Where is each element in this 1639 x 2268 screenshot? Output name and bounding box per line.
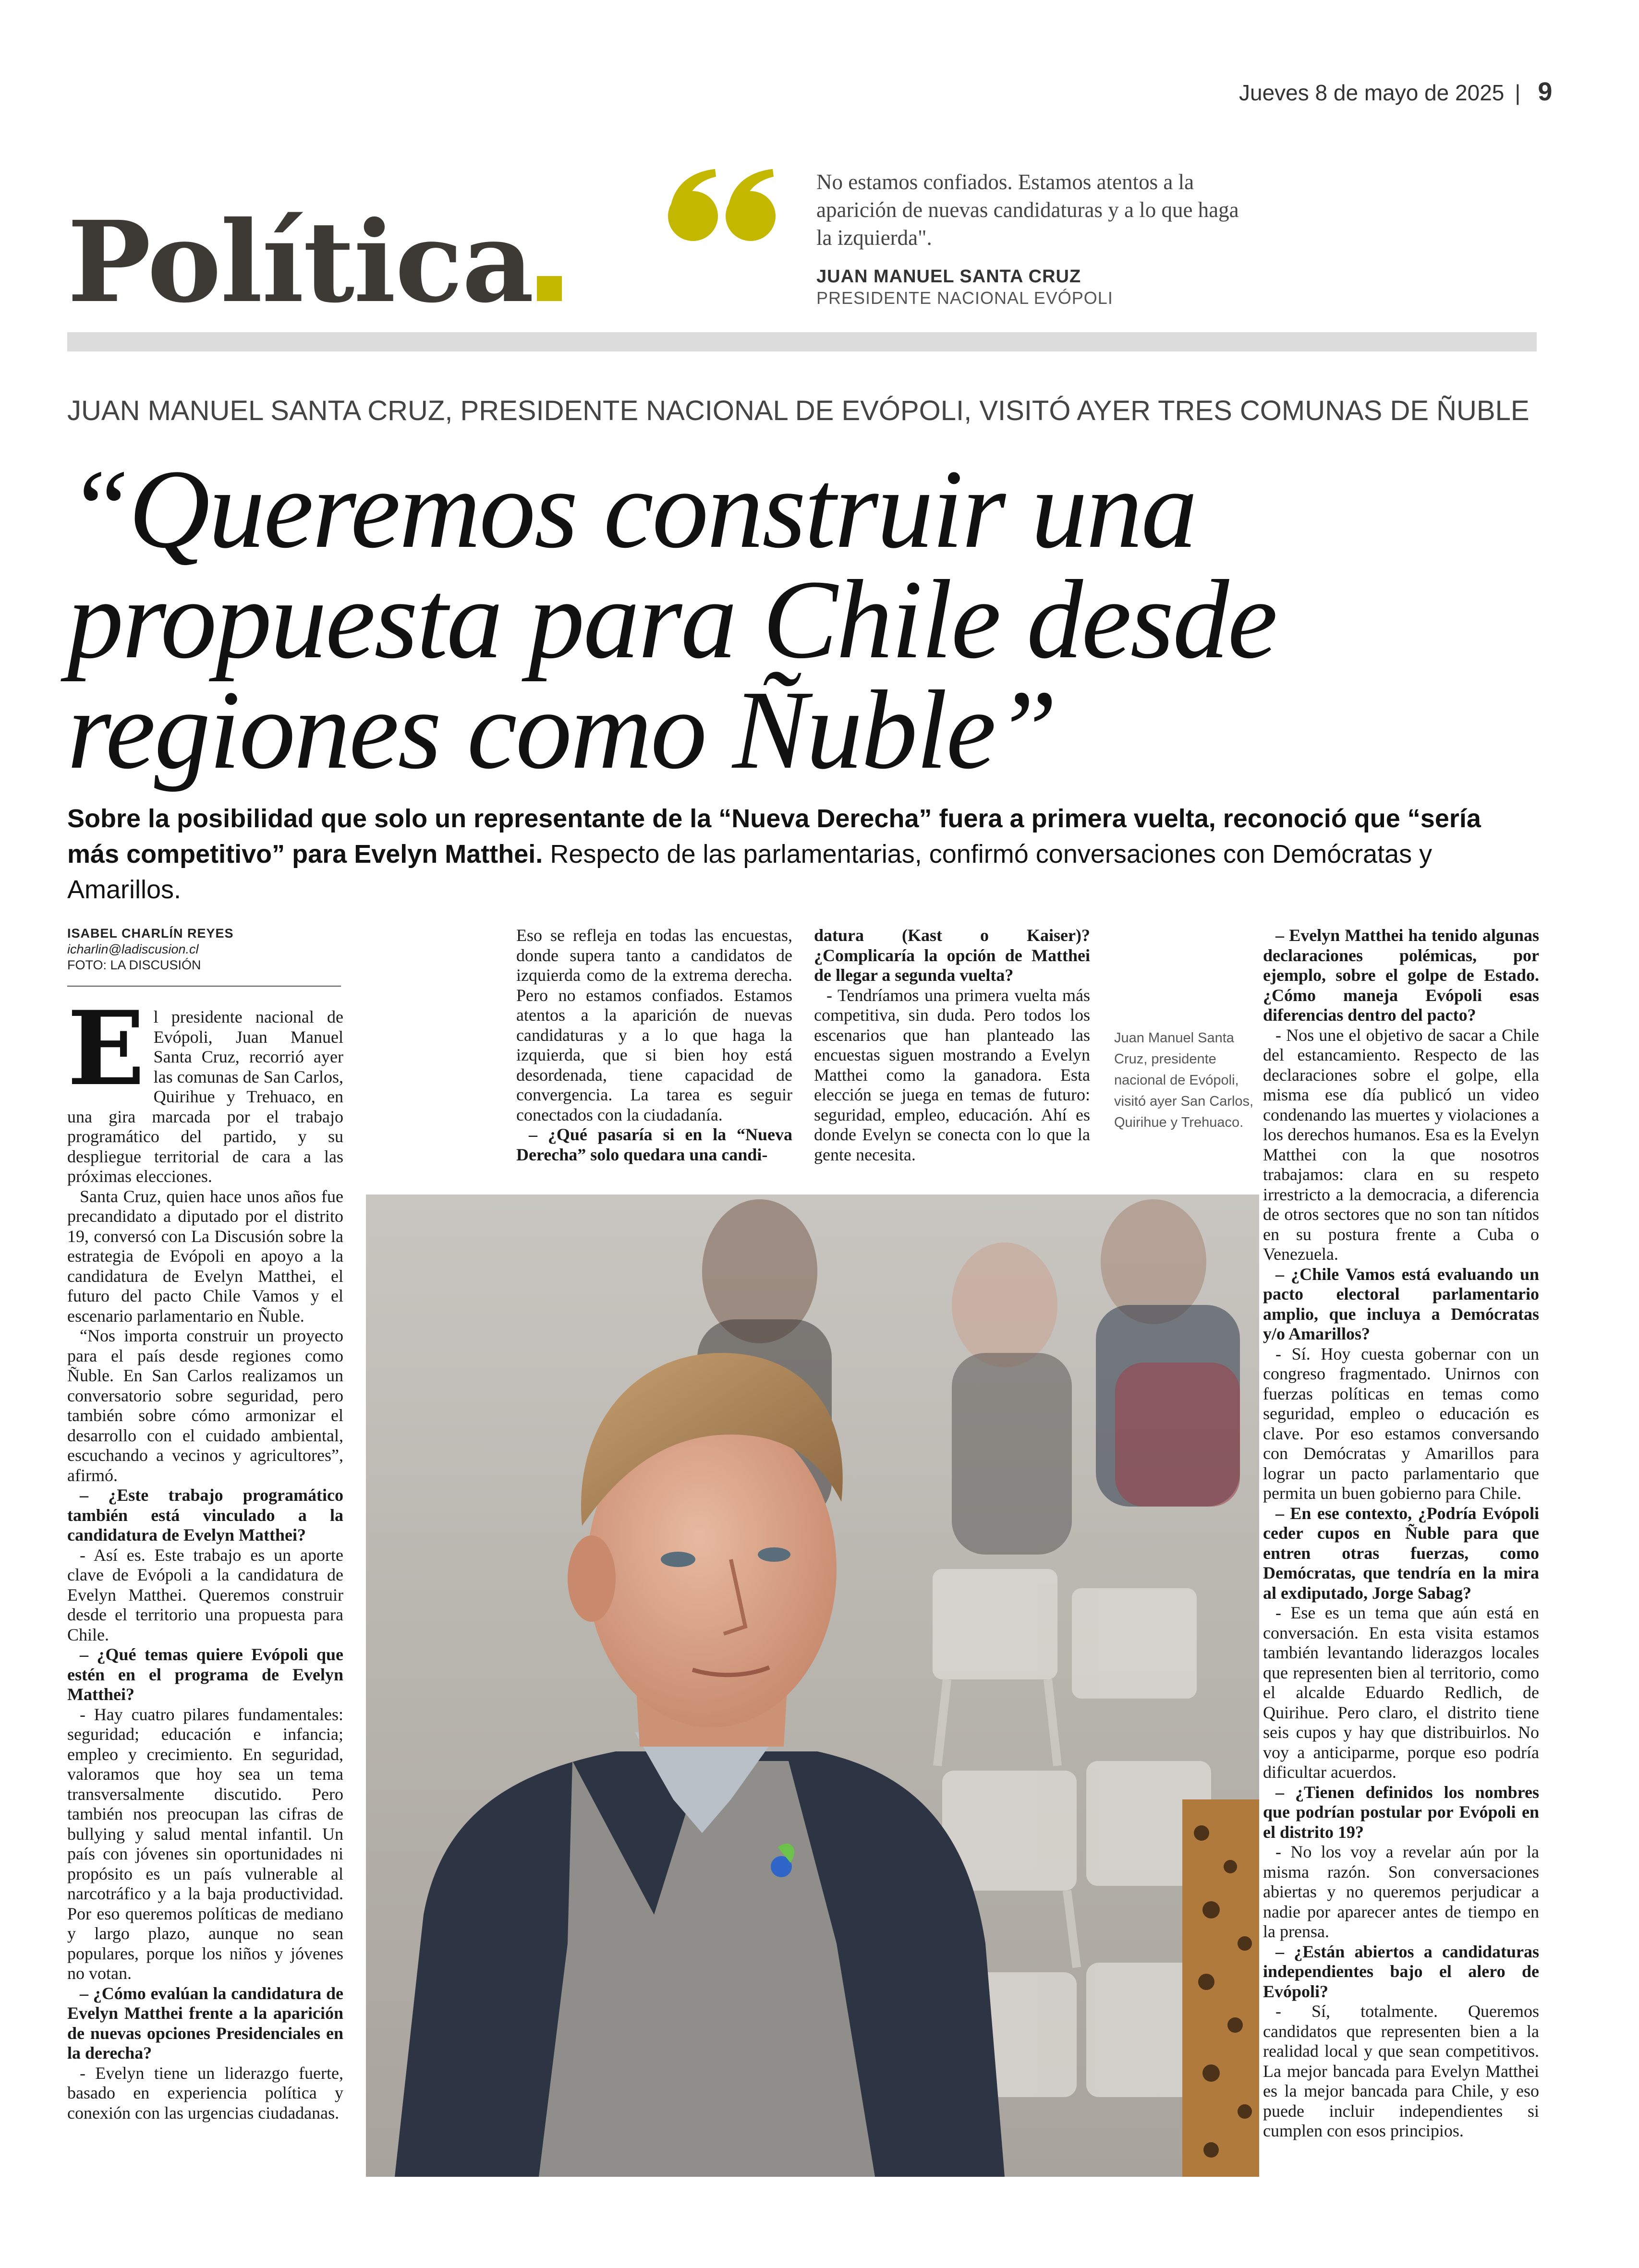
interview-question: – ¿Están abiertos a candidaturas independientes bajo el alero de Evópoli?	[1263, 1942, 1539, 2001]
page-header	[1239, 77, 1552, 107]
interview-question: datura (Kast o Kaiser)? ¿Complicaría la opción de Matthei de llegar a segunda vuelta?	[814, 926, 1090, 985]
pull-quote-text: No estamos confiados. Estamos atentos a la aparición de nuevas candidaturas y a lo que haga la izquierda".	[816, 170, 1239, 250]
article-column-3	[814, 926, 1090, 1165]
paragraph: Santa Cruz, quien hace unos años fue precandidato a diputado por el distrito 19, conversó con La Discusión sobre la estrategia de Evópoli en apoyo a la candidatura de Evelyn Matthei, el futuro del pacto Chile Vamos y el escenario parlamentario en Ñuble.	[67, 1186, 343, 1326]
photo-illustration	[366, 1194, 1259, 2177]
issue-date: Jueves 8 de mayo de 2025	[1239, 80, 1505, 105]
pull-quote-role: PRESIDENTE NACIONAL EVÓPOLI	[816, 288, 1113, 308]
lead-bold: Sobre la posibilidad que solo un representante de la “Nueva Derecha” fuera a primera vuelta, reconoció que “sería más competitivo” para Evelyn Matthei.	[67, 804, 1481, 869]
paragraph: Eso se refleja en todas las encuestas, donde supera tanto a candidatos de izquierda como de la extrema derecha. Pero no estamos confiados. Estamos atentos a la aparición de nuevas candidaturas y a lo que haga la izquierda, que si bien hoy está desordenada, tiene capacidad de convergencia. La tarea es seguir conectados con la ciudadanía.	[516, 926, 792, 1124]
interview-answer: - Sí. Hoy cuesta gobernar con un congreso fragmentado. Unirnos con fuerzas políticas en temas como seguridad, empleo o educación es clave. Por eso estamos conversando con Demócratas y Amarillos para lograr un pacto parlamentario que permita un buen gobierno para Chile.	[1263, 1344, 1539, 1503]
interview-answer: - Sí, totalmente. Queremos candidatos que representen bien a la realidad local y que sean competitivos. La mejor bancada para Evelyn Matthei es la mejor bancada para Chile, y eso puede incluir independientes si cumplen con esos principios.	[1263, 2002, 1539, 2140]
byline-author: ISABEL CHARLÍN REYES	[67, 926, 234, 941]
article-column-4	[1263, 926, 1539, 2141]
header-separator: |	[1515, 80, 1521, 105]
quote-mark-icon	[665, 168, 780, 245]
interview-answer: - Tendríamos una primera vuelta más competitiva, sin duda. Pero todos los escenarios que han planteado las encuestas siguen mostrando a Evelyn Matthei como la ganadora. Esta elección se juega en temas de futuro: seguridad, empleo, educación. Ahí es donde Evelyn se conecta con lo que la gente necesita.	[814, 985, 1090, 1164]
interview-question: – ¿Tienen definidos los nombres que podrían postular por Evópoli en el distrito 19?	[1263, 1782, 1539, 1842]
photo-caption: Juan Manuel Santa Cruz, presidente nacional de Evópoli, visitó ayer San Carlos, Quirihue y Trehuaco.	[1114, 1030, 1254, 1130]
interview-answer: - Hay cuatro pilares fundamentales: seguridad; educación e infancia; empleo y crecimiento. En seguridad, valoramos que hoy sea un tema transversalmente discutido. Pero también nos preocupan las cifras de bullying y salud mental infantil. Un país con jóvenes sin oportunidades ni propósito es un país vulnerable al narcotráfico y a la baja productividad. Por eso queremos políticas de mediano y largo plazo, aunque no sean populares, porque los niños y jóvenes no votan.	[67, 1704, 343, 1983]
interview-answer: - Nos une el objetivo de sacar a Chile del estancamiento. Respecto de las declaraciones sobre el golpe, ella misma ese día publicó un video condenando las muertes y violaciones a los derechos humanos. Esa es la Evelyn Matthei con la que nosotros trabajamos: clara en su respeto irrestricto a la democracia, a diferencia de otros sectores que no son tan nítidos en su postura frente a Cuba o Venezuela.	[1263, 1025, 1539, 1264]
section-title-text: Política	[67, 196, 534, 327]
interview-answer: - No los voy a revelar aún por la misma razón. Son conversaciones abiertas y no queremos perjudicar a nadie por aparecer antes de tiempo en la prensa.	[1263, 1842, 1539, 1941]
interview-answer: - Evelyn tiene un liderazgo fuerte, basado en experiencia política y conexión con las urgencias ciudadanas.	[67, 2063, 343, 2123]
paragraph: “Nos importa construir un proyecto para el país desde regiones como Ñuble. En San Carlos realizamos un conversatorio sobre seguridad, pero también sobre cómo armonizar el desarrollo con el cuidado ambiental, escuchando a vecinos y agricultores”, afirmó.	[67, 1326, 343, 1485]
photo-credit: FOTO: LA DISCUSIÓN	[67, 958, 201, 972]
article-lead	[67, 801, 1537, 907]
interview-question: – ¿Chile Vamos está evaluando un pacto electoral parlamentario amplio, que incluya a Demócratas y/o Amarillos?	[1263, 1264, 1539, 1343]
byline-rule	[67, 986, 341, 987]
pull-quote-author: JUAN MANUEL SANTA CRUZ	[816, 266, 1081, 287]
byline-email: icharlin@ladiscusion.cl	[67, 942, 199, 956]
paragraph: l presidente nacional de Evópoli, Juan Manuel Santa Cruz, recorrió ayer las comunas de San Carlos, Quirihue y Trehuaco, en una gira marcada por el trabajo programático del partido, y su despliegue territorial de cara a las próximas elecciones.	[67, 1007, 343, 1186]
article-column-1	[67, 989, 343, 2123]
section-accent-square	[537, 276, 562, 301]
byline	[67, 926, 341, 973]
page-number: 9	[1538, 77, 1553, 106]
article-headline: “Queremos construir una propuesta para Chile desde regiones como Ñuble”	[67, 446, 1276, 792]
article-column-2	[516, 926, 792, 1165]
drop-cap: E	[67, 989, 145, 1108]
interview-question: – En ese contexto, ¿Podría Evópoli ceder cupos en Ñuble para que entren otras fuerzas, como Demócratas, que tendría en la mira al exdiputado, Jorge Sabag?	[1263, 1503, 1539, 1603]
article-kicker: JUAN MANUEL SANTA CRUZ, PRESIDENTE NACIONAL DE EVÓPOLI, VISITÓ AYER TRES COMUNAS DE ÑUBLE	[67, 395, 1530, 426]
lead-regular: Respecto de las parlamentarias, confirmó conversaciones con Demócratas y Amarillos.	[67, 840, 1433, 904]
section-title	[67, 196, 562, 327]
section-divider-bar	[67, 332, 1537, 351]
interview-answer: - Ese es un tema que aún está en conversación. En esta visita estamos también levantando liderazgos locales que representen bien al territorio, como el alcalde Eduardo Redlich, de Quirihue. Pero claro, el distrito tiene seis cupos y hay que distribuirlos. No voy a anticiparme, porque eso podría dificultar acuerdos.	[1263, 1603, 1539, 1782]
interview-answer: - Así es. Este trabajo es un aporte clave de Evópoli a la candidatura de Evelyn Matthei. Queremos construir desde el territorio una propuesta para Chile.	[67, 1545, 343, 1644]
interview-question: – ¿Cómo evalúan la candidatura de Evelyn Matthei frente a la aparición de nuevas opciones Presidenciales en la derecha?	[67, 1983, 343, 2063]
interview-question: – ¿Este trabajo programático también está vinculado a la candidatura de Evelyn Matthei?	[67, 1485, 343, 1544]
interview-question: – ¿Qué pasaría si en la “Nueva Derecha” solo quedara una candi-	[516, 1125, 792, 1164]
interview-question: – ¿Qué temas quiere Evópoli que estén en el programa de Evelyn Matthei?	[67, 1645, 343, 1704]
interview-question: – Evelyn Matthei ha tenido algunas declaraciones polémicas, por ejemplo, sobre el golpe de Estado. ¿Cómo maneja Evópoli esas diferencias dentro del pacto?	[1263, 926, 1539, 1025]
article-photo	[366, 1194, 1259, 2177]
